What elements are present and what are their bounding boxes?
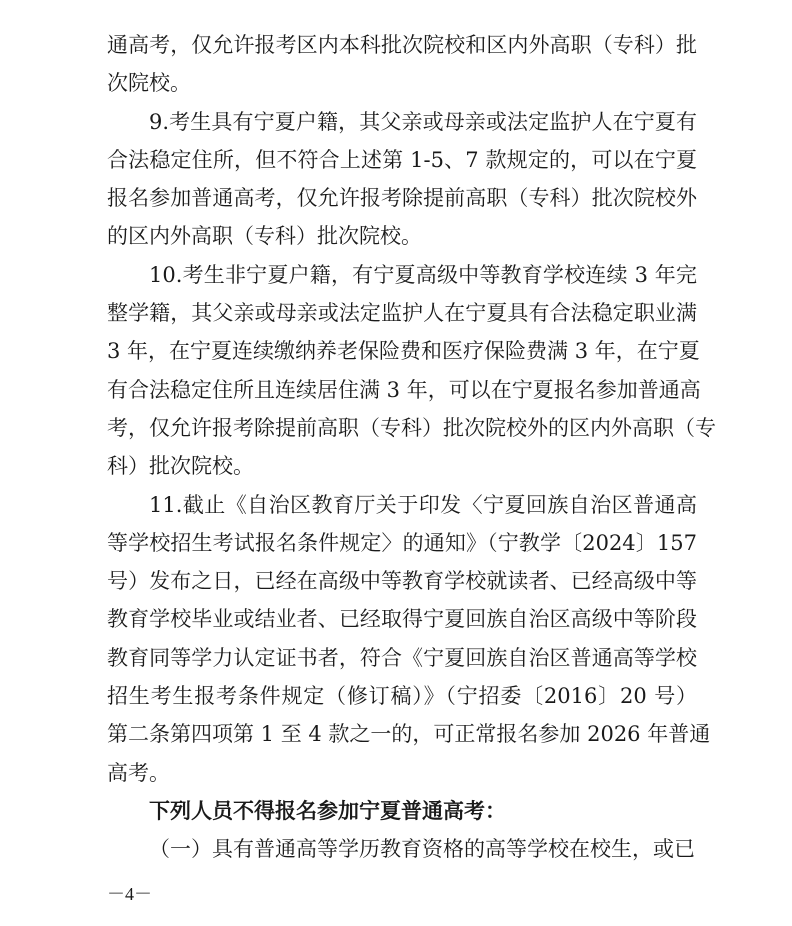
line-17: 教育同等学力认定证书者，符合《宁夏回族自治区普通高等学校 xyxy=(107,645,697,670)
line-19: 第二条第四项第 1 至 4 款之一的，可正常报名参加 2026 年普通 xyxy=(107,722,711,747)
item-9-start: 9.考生具有宁夏户籍，其父亲或母亲或法定监护人在宁夏有 xyxy=(149,109,697,134)
line-14: 等学校招生考试报名条件规定〉的通知》（宁教学〔2024〕157 xyxy=(107,530,697,555)
line-10: 有合法稳定住所且连续居住满 3 年，可以在宁夏报名参加普通高 xyxy=(107,377,701,402)
line-6: 的区内外高职（专科）批次院校。 xyxy=(107,224,422,249)
line-1: 通高考，仅允许报考区内本科批次院校和区内外高职（专科）批 xyxy=(107,33,697,57)
line-8: 整学籍，其父亲或母亲或法定监护人在宁夏具有合法稳定职业满 xyxy=(107,301,697,326)
line-20: 高考。 xyxy=(107,760,170,785)
line-15: 号）发布之日，已经在高级中等教育学校就读者、已经高级中等 xyxy=(107,569,697,594)
line-2: 次院校。 xyxy=(107,71,191,96)
line-11: 考，仅允许报考除提前高职（专科）批次院校外的区内外高职（专 xyxy=(107,415,716,440)
line-18: 招生考生报考条件规定（修订稿）》（宁招委〔2016〕20 号） xyxy=(107,684,697,709)
line-5: 报名参加普通高考，仅允许报考除提前高职（专科）批次院校外 xyxy=(107,186,697,211)
line-9: 3 年，在宁夏连续缴纳养老保险费和医疗保险费满 3 年，在宁夏 xyxy=(107,339,700,364)
line-4: 合法稳定住所，但不符合上述第 1-5、7 款规定的，可以在宁夏 xyxy=(107,147,697,172)
item-10-start: 10.考生非宁夏户籍，有宁夏高级中等教育学校连续 3 年完 xyxy=(149,262,697,287)
section-heading: 下列人员不得报名参加宁夏普通高考： xyxy=(149,798,506,823)
page-number: －4－ xyxy=(107,884,152,904)
line-16: 教育学校毕业或结业者、已经取得宁夏回族自治区高级中等阶段 xyxy=(107,607,697,632)
sub-item-1-start: （一）具有普通高等学历教育资格的高等学校在校生，或已 xyxy=(149,837,695,862)
document-page xyxy=(107,26,716,869)
item-11-start: 11.截止《自治区教育厅关于印发〈宁夏回族自治区普通高 xyxy=(149,492,697,517)
line-12: 科）批次院校。 xyxy=(107,454,254,479)
